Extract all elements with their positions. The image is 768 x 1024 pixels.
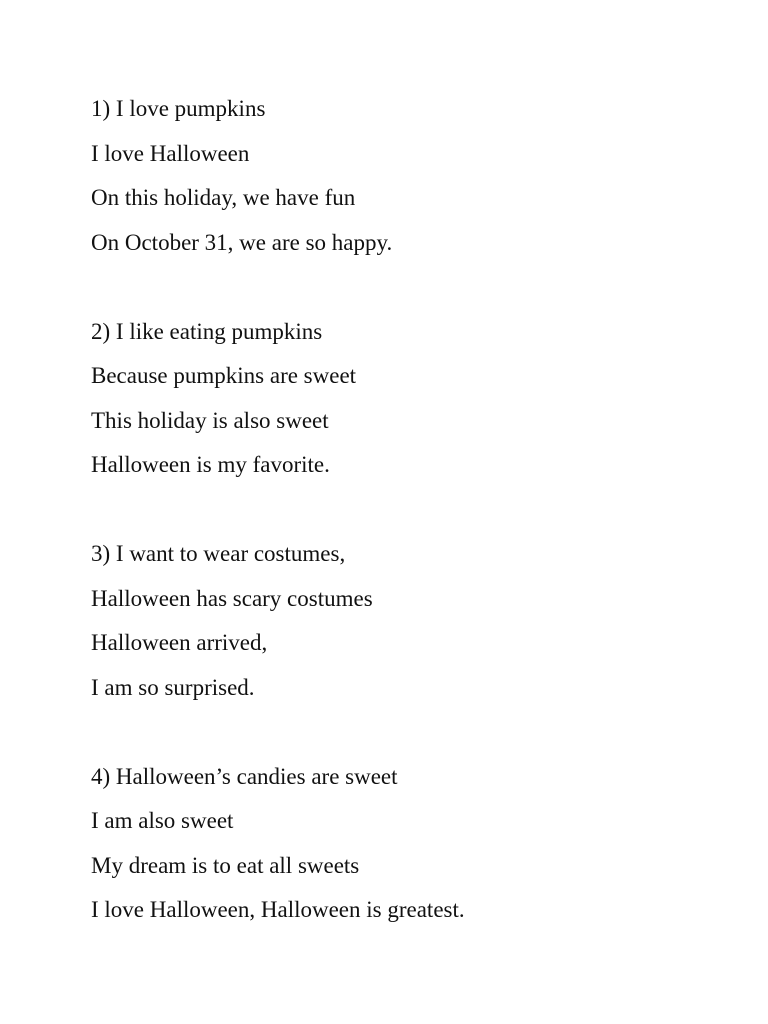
poem-line: This holiday is also sweet <box>91 407 329 433</box>
poem-line: 1) I love pumpkins <box>91 96 266 121</box>
poem-line: I am so surprised. <box>91 674 255 700</box>
poem-line: My dream is to eat all sweets <box>91 852 360 878</box>
poem-line: I love Halloween <box>91 140 250 166</box>
poem-line: Halloween is my favorite. <box>91 452 330 477</box>
poem-line: I love Halloween, Halloween is greatest. <box>91 897 465 922</box>
poem-line: Halloween has scary costumes <box>91 585 373 611</box>
poem-content <box>91 90 711 980</box>
stanza-3 <box>91 535 711 713</box>
poem-line: I am also sweet <box>91 808 234 833</box>
poem-line: On this holiday, we have fun <box>91 185 356 210</box>
stanza-1 <box>91 90 711 268</box>
poem-line: 3) I want to wear costumes, <box>91 541 346 566</box>
poem-line: 2) I like eating pumpkins <box>91 318 323 344</box>
poem-line: On October 31, we are so happy. <box>91 229 393 255</box>
stanza-4 <box>91 758 711 936</box>
stanza-2 <box>91 313 711 491</box>
poem-line: 4) Halloween’s candies are sweet <box>91 763 398 789</box>
poem-line: Halloween arrived, <box>91 630 268 655</box>
poem-line: Because pumpkins are sweet <box>91 363 357 388</box>
